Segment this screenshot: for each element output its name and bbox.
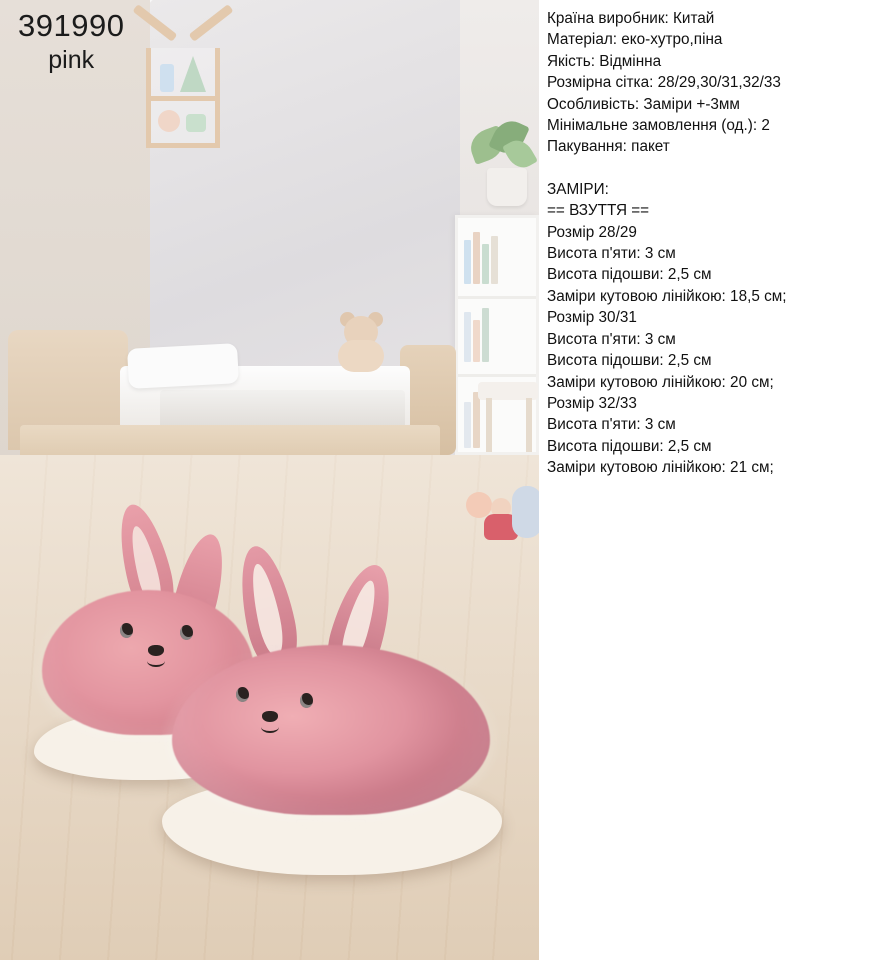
book [473, 232, 480, 284]
slipper-eye-right [300, 693, 313, 708]
product-code-overlay [18, 10, 124, 73]
book [473, 392, 480, 448]
teddy-body [338, 340, 384, 372]
book-group [464, 232, 498, 284]
book [482, 308, 489, 362]
heel-height-2829: Висота п'яти: 3 см [547, 245, 676, 263]
slipper-eye-left [120, 623, 133, 638]
sole-height-3031: Висота підошви: 2,5 см [547, 352, 712, 370]
shelf-toy-ball [158, 110, 180, 132]
spec-spacer [547, 158, 878, 179]
house-roof-left [132, 4, 177, 42]
shelf-toy-block [160, 64, 174, 92]
house-shelf-divider [146, 96, 220, 101]
angle-measure-2829: Заміри кутовою лінійкою: 18,5 см; [547, 287, 787, 305]
slipper-eye-left [236, 687, 249, 702]
floor-toy-plush [512, 486, 539, 538]
spec-material: Матеріал: еко-хутро,піна [547, 31, 723, 49]
book [482, 244, 489, 284]
spec-packaging: Пакування: пакет [547, 138, 670, 156]
spec-min-order: Мінімальне замовлення (од.): 2 [547, 117, 770, 135]
book [464, 402, 471, 448]
pillow [127, 343, 239, 389]
sole-height-2829: Висота підошви: 2,5 см [547, 266, 712, 284]
spec-country: Країна виробник: Китай [547, 10, 715, 27]
shelf-toy-triangle [180, 56, 206, 92]
book [491, 236, 498, 284]
book-group [464, 308, 489, 362]
measurements-header: ЗАМІРИ: [547, 180, 609, 198]
category-header: == ВЗУТТЯ == [547, 202, 650, 220]
shelf-row [458, 374, 536, 377]
slipper-mouth [261, 721, 279, 733]
angle-measure-3031: Заміри кутовою лінійкою: 20 см; [547, 373, 774, 391]
book-group [464, 392, 480, 448]
size-label-3233: Розмір 32/33 [547, 394, 637, 412]
book [464, 312, 471, 362]
book [464, 240, 471, 284]
heel-height-3031: Висота п'яти: 3 см [547, 330, 676, 348]
sole-height-3233: Висота підошви: 2,5 см [547, 437, 712, 455]
size-label-3031: Розмір 30/31 [547, 309, 637, 327]
plant-pot [487, 168, 527, 206]
size-label-2829: Розмір 28/29 [547, 223, 637, 241]
specification-panel [539, 0, 884, 960]
angle-measure-3233: Заміри кутовою лінійкою: 21 см; [547, 459, 774, 477]
heel-height-3233: Висота п'яти: 3 см [547, 416, 676, 434]
stool-leg [486, 398, 492, 452]
spec-quality: Якість: Відмінна [547, 52, 662, 70]
shelf-toy-box [186, 114, 206, 132]
teddy-bear-toy [330, 316, 392, 372]
product-code: 391990 [18, 8, 125, 43]
house-shelf-decor [140, 4, 226, 152]
product-color: pink [48, 45, 95, 74]
book [473, 320, 480, 362]
slipper-front [152, 545, 512, 875]
slipper-fur-body [172, 645, 490, 815]
stool-leg [526, 398, 532, 452]
spec-feature: Особливість: Заміри +-3мм [547, 95, 740, 113]
shelf-row [458, 296, 536, 299]
spec-size-grid: Розмірна сітка: 28/29,30/31,32/33 [547, 74, 781, 92]
